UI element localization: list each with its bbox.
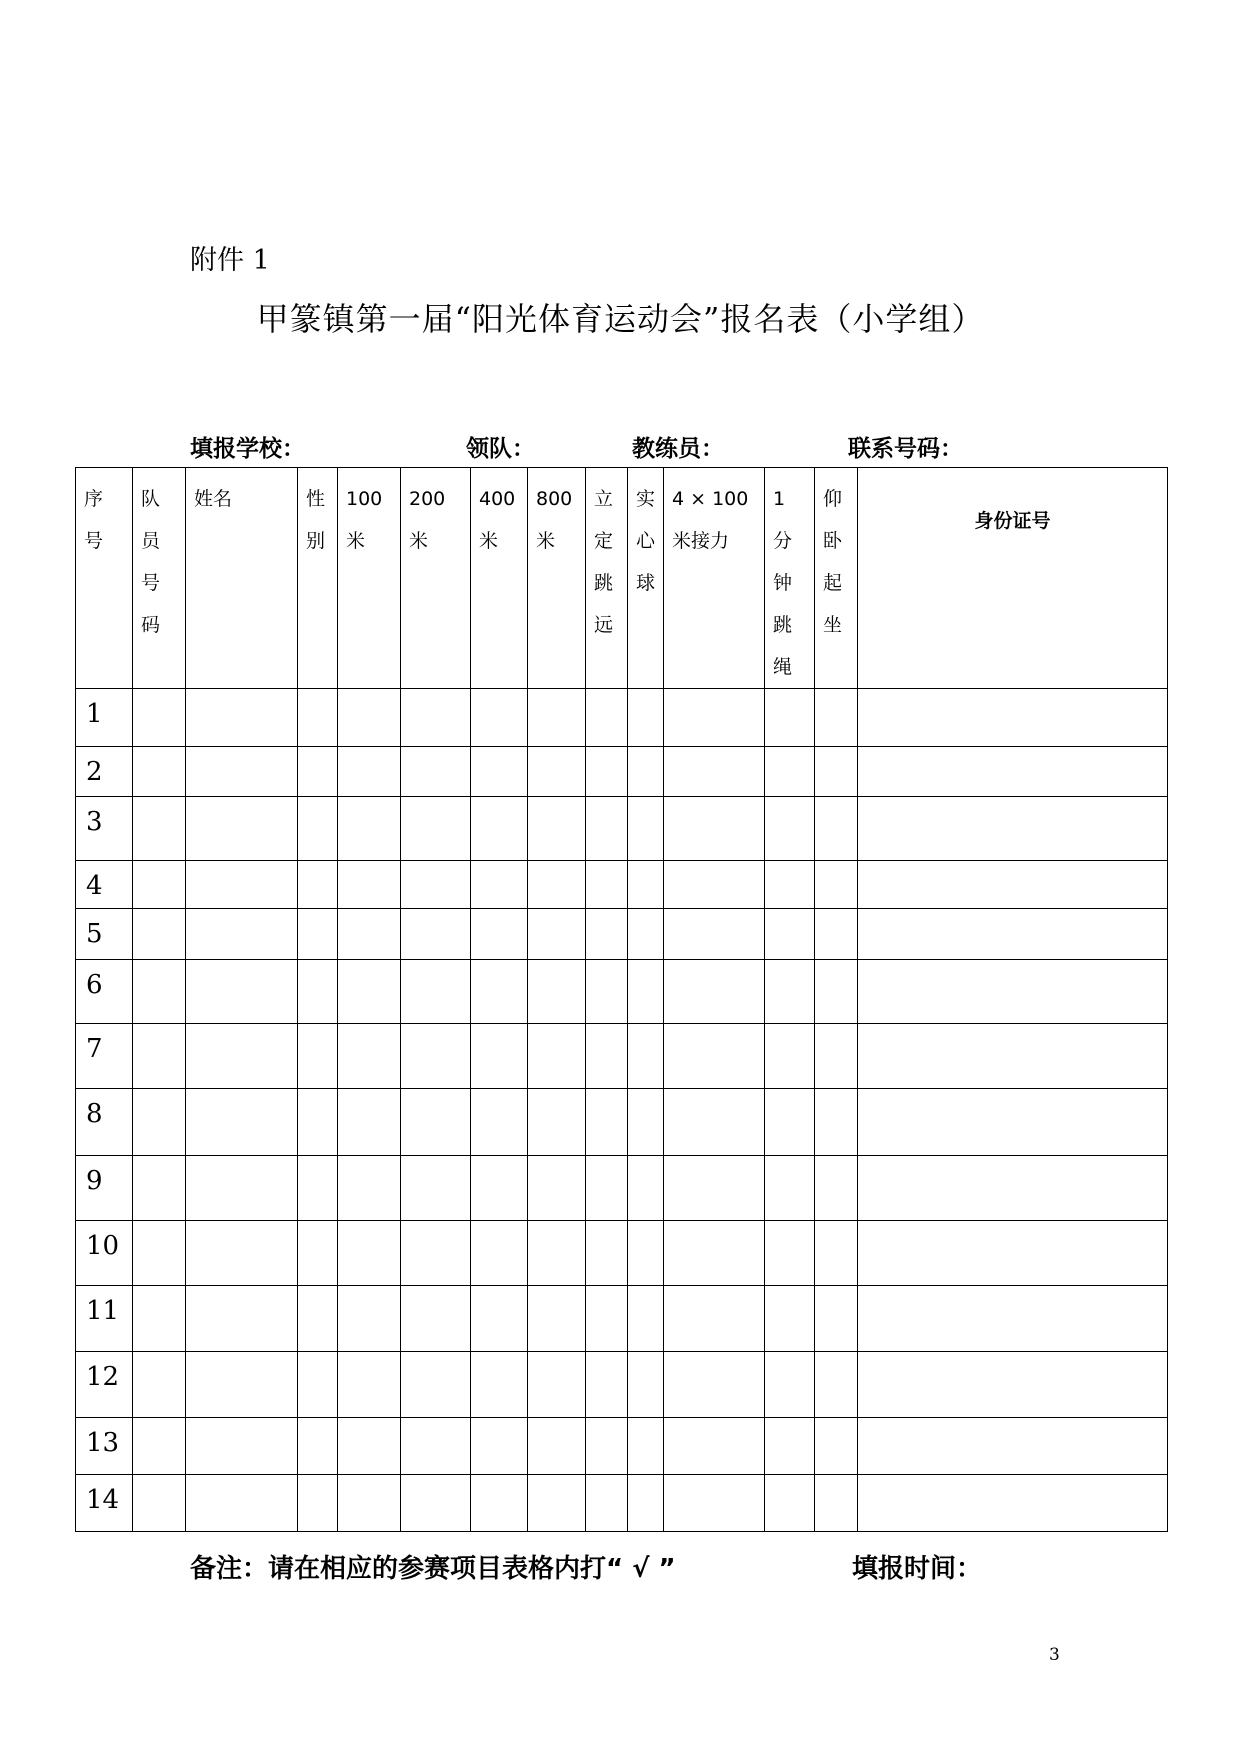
entry-cell[interactable] [815,960,858,1024]
entry-cell[interactable] [338,909,401,960]
entry-cell[interactable] [765,747,815,797]
entry-cell[interactable] [471,1352,528,1418]
table-row [76,1156,1168,1221]
entry-cell[interactable] [858,960,1168,1024]
entry-cell[interactable] [628,1352,664,1418]
entry-cell[interactable] [471,797,528,861]
table-row [76,689,1168,747]
entry-cell[interactable] [186,1352,298,1418]
entry-cell[interactable] [664,747,765,797]
entry-cell[interactable] [664,861,765,909]
entry-cell[interactable] [628,747,664,797]
row-number: 4 [76,861,133,909]
entry-cell[interactable] [401,1475,471,1532]
entry-cell[interactable] [815,861,858,909]
entry-cell[interactable] [471,1286,528,1352]
entry-cell[interactable] [586,909,628,960]
entry-cell[interactable] [133,1286,186,1352]
table-row [76,1418,1168,1475]
entry-cell[interactable] [401,747,471,797]
entry-cell[interactable] [815,1024,858,1089]
entry-cell[interactable] [815,1156,858,1221]
entry-cell[interactable] [628,1089,664,1156]
entry-cell[interactable] [765,909,815,960]
entry-cell[interactable] [664,1156,765,1221]
header-row [76,468,1168,689]
entry-cell[interactable] [586,797,628,861]
entry-cell[interactable] [298,689,338,747]
entry-cell[interactable] [186,797,298,861]
entry-cell[interactable] [858,1286,1168,1352]
entry-cell[interactable] [628,960,664,1024]
entry-cell[interactable] [528,1352,586,1418]
entry-cell[interactable] [186,1286,298,1352]
entry-cell[interactable] [586,1418,628,1475]
entry-cell[interactable] [528,797,586,861]
table-row [76,1221,1168,1286]
entry-cell[interactable] [815,1475,858,1532]
entry-cell[interactable] [298,1024,338,1089]
entry-cell[interactable] [471,960,528,1024]
entry-cell[interactable] [586,1475,628,1532]
entry-cell[interactable] [401,1156,471,1221]
entry-cell[interactable] [186,1475,298,1532]
entry-cell[interactable] [298,960,338,1024]
entry-cell[interactable] [338,1475,401,1532]
entry-cell[interactable] [401,1352,471,1418]
row-number: 5 [76,909,133,960]
entry-cell[interactable] [815,1221,858,1286]
entry-cell[interactable] [664,960,765,1024]
entry-cell[interactable] [815,1089,858,1156]
entry-cell[interactable] [298,1089,338,1156]
entry-cell[interactable] [133,1221,186,1286]
entry-cell[interactable] [401,960,471,1024]
entry-cell[interactable] [628,689,664,747]
entry-cell[interactable] [858,797,1168,861]
entry-cell[interactable] [298,909,338,960]
entry-cell[interactable] [528,1089,586,1156]
row-number: 12 [76,1352,133,1418]
entry-cell[interactable] [765,797,815,861]
entry-cell[interactable] [471,909,528,960]
header-id-number: 身份证号 [858,468,1168,689]
entry-cell[interactable] [133,1418,186,1475]
page-number: 3 [1049,1645,1060,1665]
entry-cell[interactable] [586,861,628,909]
entry-cell[interactable] [765,1352,815,1418]
entry-cell[interactable] [133,1156,186,1221]
entry-cell[interactable] [528,1475,586,1532]
entry-cell[interactable] [858,1024,1168,1089]
entry-cell[interactable] [664,1221,765,1286]
entry-cell[interactable] [858,1475,1168,1532]
entry-cell[interactable] [298,797,338,861]
header-seq: 序 号 [76,468,133,689]
entry-cell[interactable] [858,747,1168,797]
entry-cell[interactable] [298,1221,338,1286]
table-row [76,1475,1168,1532]
entry-cell[interactable] [338,797,401,861]
entry-cell[interactable] [133,960,186,1024]
entry-cell[interactable] [338,747,401,797]
entry-cell[interactable] [298,1418,338,1475]
header-200m: 200 米 [401,468,471,689]
entry-cell[interactable] [664,1024,765,1089]
remark-note: 备注：请在相应的参赛项目表格内打“ √ ” [190,1554,676,1584]
entry-cell[interactable] [815,1352,858,1418]
entry-cell[interactable] [664,1475,765,1532]
entry-cell[interactable] [338,1286,401,1352]
entry-cell[interactable] [471,861,528,909]
entry-cell[interactable] [628,1024,664,1089]
entry-cell[interactable] [664,1352,765,1418]
table-row [76,909,1168,960]
leader-label: 领队： [466,436,535,462]
entry-cell[interactable] [133,909,186,960]
row-number: 9 [76,1156,133,1221]
entry-cell[interactable] [133,689,186,747]
entry-cell[interactable] [338,1156,401,1221]
entry-cell[interactable] [765,1024,815,1089]
entry-cell[interactable] [338,861,401,909]
header-name: 姓名 [186,468,298,689]
header-long-jump: 立 定 跳 远 [586,468,628,689]
entry-cell[interactable] [664,689,765,747]
entry-cell[interactable] [401,1221,471,1286]
entry-cell[interactable] [528,1221,586,1286]
document-title: 甲篆镇第一届“阳光体育运动会”报名表（小学组） [256,300,985,338]
table-row [76,1286,1168,1352]
entry-cell[interactable] [471,1475,528,1532]
entry-cell[interactable] [401,1418,471,1475]
entry-cell[interactable] [858,1089,1168,1156]
entry-cell[interactable] [401,689,471,747]
entry-cell[interactable] [471,1089,528,1156]
entry-cell[interactable] [765,1286,815,1352]
entry-cell[interactable] [401,1024,471,1089]
entry-cell[interactable] [471,1024,528,1089]
header-member-no: 队 员 号 码 [133,468,186,689]
entry-cell[interactable] [186,1221,298,1286]
entry-cell[interactable] [628,1156,664,1221]
entry-cell[interactable] [338,1221,401,1286]
row-number: 7 [76,1024,133,1089]
entry-cell[interactable] [586,960,628,1024]
entry-cell[interactable] [765,861,815,909]
entry-cell[interactable] [133,1024,186,1089]
phone-label: 联系号码： [848,436,963,462]
entry-cell[interactable] [664,1418,765,1475]
row-number: 14 [76,1475,133,1532]
entry-cell[interactable] [765,960,815,1024]
coach-label: 教练员： [632,436,724,462]
entry-cell[interactable] [815,747,858,797]
header-400m: 400 米 [471,468,528,689]
entry-cell[interactable] [628,861,664,909]
entry-cell[interactable] [338,1352,401,1418]
entry-cell[interactable] [628,797,664,861]
entry-cell[interactable] [858,1352,1168,1418]
entry-cell[interactable] [186,747,298,797]
entry-cell[interactable] [815,1286,858,1352]
school-label: 填报学校： [190,436,305,462]
entry-cell[interactable] [298,1352,338,1418]
entry-cell[interactable] [586,1352,628,1418]
entry-cell[interactable] [133,1475,186,1532]
entry-cell[interactable] [133,1352,186,1418]
entry-cell[interactable] [298,1156,338,1221]
entry-cell[interactable] [401,797,471,861]
entry-cell[interactable] [133,797,186,861]
entry-cell[interactable] [664,1286,765,1352]
entry-cell[interactable] [186,1418,298,1475]
entry-cell[interactable] [528,960,586,1024]
entry-cell[interactable] [858,909,1168,960]
entry-cell[interactable] [664,909,765,960]
entry-cell[interactable] [186,689,298,747]
entry-cell[interactable] [298,1286,338,1352]
entry-cell[interactable] [133,747,186,797]
entry-cell[interactable] [528,1024,586,1089]
row-number: 2 [76,747,133,797]
entry-cell[interactable] [186,1024,298,1089]
entry-cell[interactable] [528,747,586,797]
entry-cell[interactable] [471,747,528,797]
entry-cell[interactable] [586,1286,628,1352]
entry-cell[interactable] [186,1089,298,1156]
entry-cell[interactable] [858,689,1168,747]
entry-cell[interactable] [186,1156,298,1221]
entry-cell[interactable] [528,689,586,747]
row-number: 11 [76,1286,133,1352]
entry-cell[interactable] [338,960,401,1024]
header-medicine-ball: 实 心 球 [628,468,664,689]
entry-cell[interactable] [133,861,186,909]
entry-cell[interactable] [858,1156,1168,1221]
entry-cell[interactable] [858,1221,1168,1286]
entry-cell[interactable] [528,1286,586,1352]
registration-table [75,467,1168,1532]
table-row [76,797,1168,861]
entry-cell[interactable] [186,960,298,1024]
row-number: 8 [76,1089,133,1156]
entry-cell[interactable] [858,861,1168,909]
entry-cell[interactable] [298,747,338,797]
entry-cell[interactable] [298,861,338,909]
entry-cell[interactable] [401,909,471,960]
table-row [76,861,1168,909]
entry-cell[interactable] [586,1089,628,1156]
entry-cell[interactable] [338,1024,401,1089]
table-row [76,1352,1168,1418]
entry-cell[interactable] [628,1418,664,1475]
table-row [76,1024,1168,1089]
entry-cell[interactable] [586,689,628,747]
entry-cell[interactable] [528,861,586,909]
entry-cell[interactable] [765,689,815,747]
entry-cell[interactable] [628,909,664,960]
entry-cell[interactable] [338,1418,401,1475]
entry-cell[interactable] [858,1418,1168,1475]
entry-cell[interactable] [765,1221,815,1286]
entry-cell[interactable] [471,1418,528,1475]
entry-cell[interactable] [528,1156,586,1221]
entry-cell[interactable] [628,1475,664,1532]
entry-cell[interactable] [586,1221,628,1286]
entry-cell[interactable] [401,861,471,909]
entry-cell[interactable] [338,1089,401,1156]
entry-cell[interactable] [471,1156,528,1221]
row-number: 3 [76,797,133,861]
header-800m: 800 米 [528,468,586,689]
attachment-label: 附件 1 [190,245,270,276]
row-number: 6 [76,960,133,1024]
entry-cell[interactable] [401,1089,471,1156]
entry-cell[interactable] [765,1475,815,1532]
entry-cell[interactable] [298,1475,338,1532]
row-number: 10 [76,1221,133,1286]
entry-cell[interactable] [528,909,586,960]
header-rope-skip: 1 分 钟 跳 绳 [765,468,815,689]
table-row [76,960,1168,1024]
entry-cell[interactable] [765,1156,815,1221]
entry-cell[interactable] [133,1089,186,1156]
fill-time-label: 填报时间： [852,1554,983,1584]
entry-cell[interactable] [338,689,401,747]
entry-cell[interactable] [528,1418,586,1475]
entry-cell[interactable] [815,909,858,960]
entry-cell[interactable] [186,909,298,960]
entry-cell[interactable] [586,1024,628,1089]
entry-cell[interactable] [815,797,858,861]
entry-cell[interactable] [628,1221,664,1286]
entry-cell[interactable] [664,797,765,861]
entry-cell[interactable] [471,689,528,747]
header-relay: 4 × 100 米接力 [664,468,765,689]
entry-cell[interactable] [628,1286,664,1352]
entry-cell[interactable] [471,1221,528,1286]
entry-cell[interactable] [815,689,858,747]
table-row [76,1089,1168,1156]
entry-cell[interactable] [586,1156,628,1221]
entry-cell[interactable] [815,1418,858,1475]
entry-cell[interactable] [586,747,628,797]
row-number: 1 [76,689,133,747]
entry-cell[interactable] [186,861,298,909]
header-sit-ups: 仰 卧 起 坐 [815,468,858,689]
header-100m: 100 米 [338,468,401,689]
entry-cell[interactable] [664,1089,765,1156]
entry-cell[interactable] [401,1286,471,1352]
row-number: 13 [76,1418,133,1475]
entry-cell[interactable] [765,1089,815,1156]
entry-cell[interactable] [765,1418,815,1475]
header-gender: 性 别 [298,468,338,689]
table-row [76,747,1168,797]
